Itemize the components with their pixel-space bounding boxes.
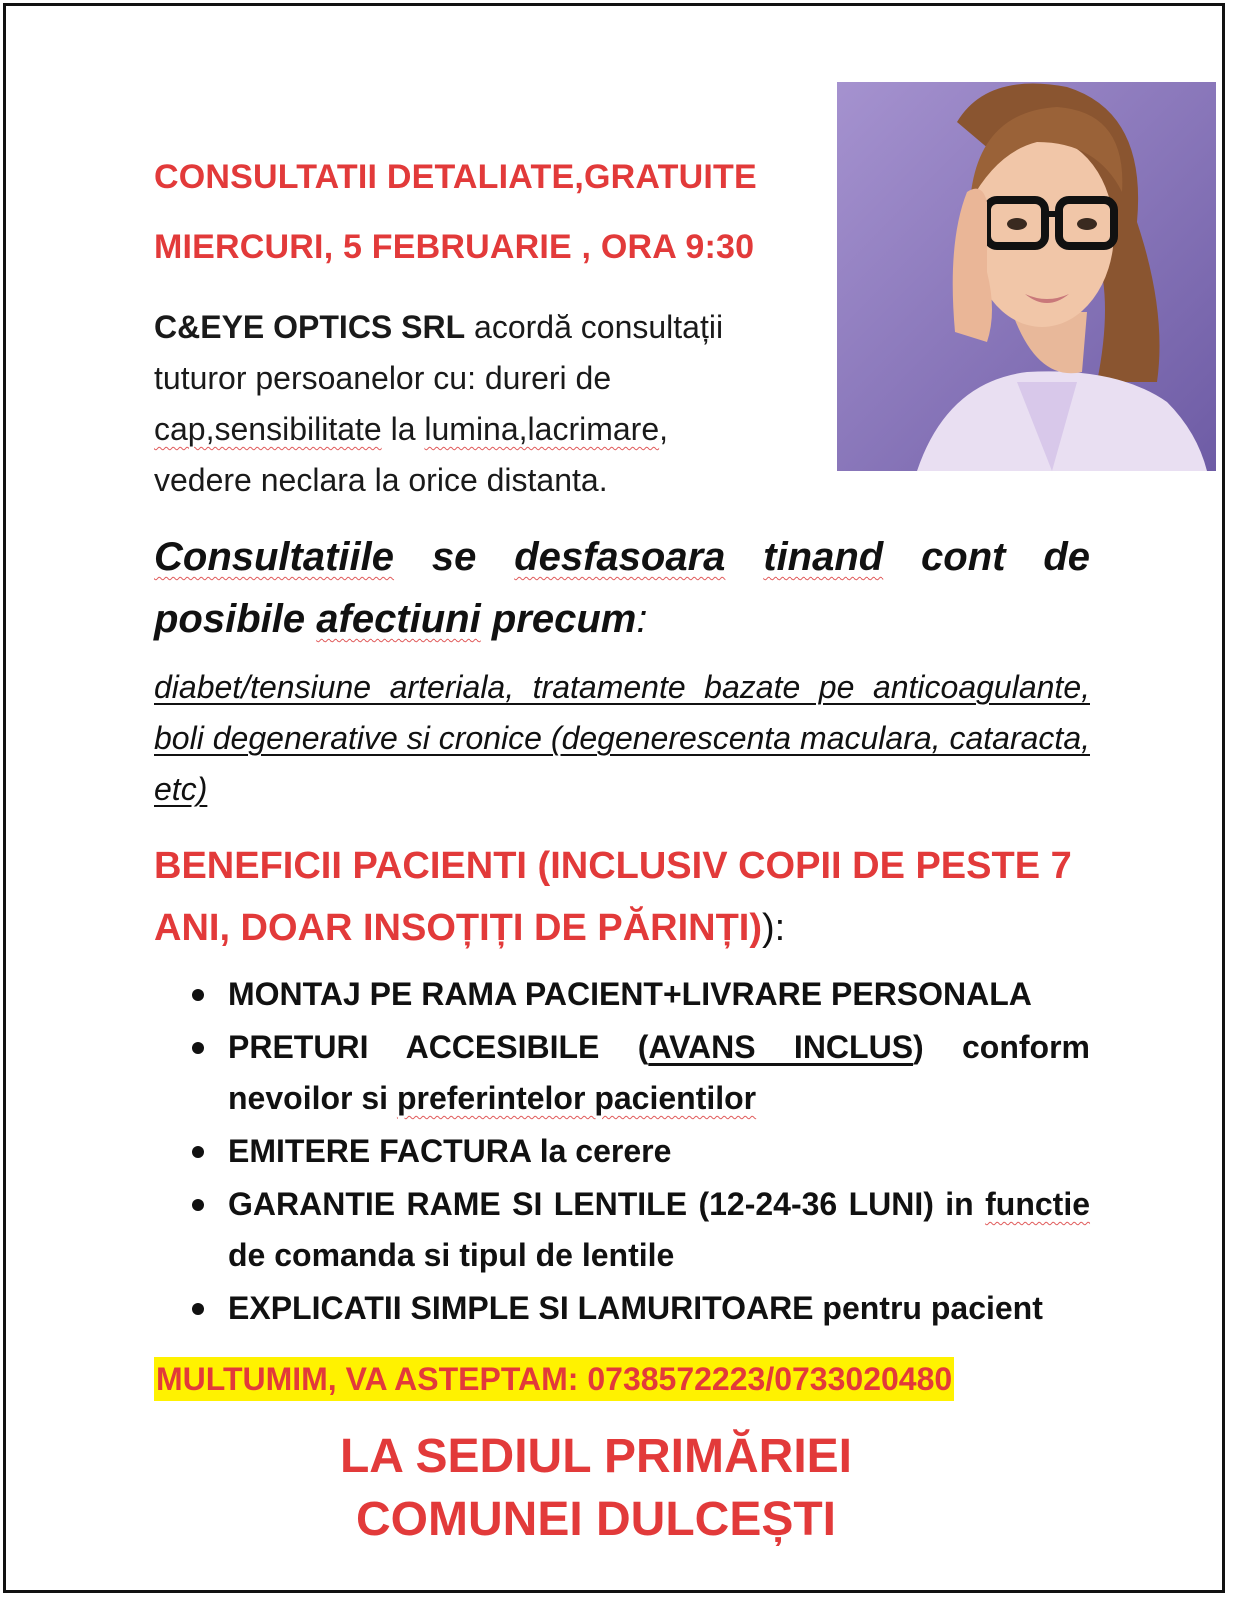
benefit-bold: PRETURI ACCESIBILE (: [228, 1029, 649, 1065]
location-line-2: COMUNEI DULCEȘTI: [356, 1493, 836, 1546]
benefit-bold: MONTAJ PE RAMA PACIENT+LIVRARE PERSONALA: [228, 976, 1032, 1012]
benefit-rest-2: de comanda si tipul de lentile: [228, 1237, 675, 1273]
benefits-title: [154, 835, 1090, 959]
benefit-rest: conform nevoilor si: [228, 1029, 1090, 1116]
benefit-bold-2: ): [913, 1029, 924, 1065]
benefit-rest: pentru pacient: [813, 1290, 1043, 1326]
bullet-dot-icon: [192, 989, 204, 1001]
consult-colon: :: [636, 597, 648, 641]
consult-word-6: cont de posibile: [154, 535, 1090, 641]
benefit-item: [192, 1022, 1090, 1124]
intro-squiggle-1: cap,sensibilitate: [154, 411, 382, 447]
thanks-contact-phones: MULTUMIM, VA ASTEPTAM: 0738572223/0733020480: [154, 1357, 954, 1401]
consult-word-7: afectiuni: [316, 597, 481, 641]
bullet-dot-icon: [192, 1042, 204, 1054]
consult-word-3: desfasoara: [514, 535, 726, 579]
bullet-dot-icon: [192, 1303, 204, 1315]
benefit-rest: in: [933, 1186, 986, 1222]
headline-date-time: MIERCURI, 5 FEBRUARIE , ORA 9:30: [154, 228, 755, 266]
intro-text-1: acordă consultații tuturor persoanelor cu: dureri de: [154, 309, 724, 396]
woman-with-glasses-photo: [837, 82, 1216, 471]
company-name: C&EYE OPTICS SRL: [154, 309, 466, 345]
benefit-rest: la cerere: [530, 1133, 672, 1169]
consult-word-4: [725, 535, 763, 579]
affections-list: diabet/tensiune arteriala, tratamente bazate pe anticoagulante, boli degenerative si cronice (degenerescenta maculara, cataracta, etc): [154, 669, 1090, 807]
intro-text-2: la: [381, 411, 425, 447]
benefit-item: [192, 1179, 1090, 1281]
benefit-item: [192, 1126, 1090, 1177]
consult-word-2: se: [394, 535, 515, 579]
benefit-item: [192, 969, 1090, 1020]
benefit-bold: GARANTIE RAME SI LENTILE (12-24-36 LUNI): [228, 1186, 934, 1222]
consult-word-8: precum: [480, 597, 637, 641]
benefit-squiggle: preferintelor pacientilor: [396, 1080, 757, 1116]
consult-word-5: tinand: [763, 535, 884, 579]
intro-squiggle-2: lumina,lacrimare: [424, 411, 660, 447]
benefits-title-suffix: ):: [762, 907, 786, 949]
consultation-context: [154, 526, 1090, 650]
benefit-item: [192, 1283, 1090, 1334]
intro-paragraph: [154, 302, 764, 506]
benefit-bold: EMITERE FACTURA: [228, 1133, 531, 1169]
benefits-title-text: BENEFICII PACIENTI (INCLUSIV COPII DE PESTE 7 ANI, DOAR INSOȚIȚI DE PĂRINȚI): [154, 845, 1072, 949]
flyer-page: [3, 3, 1225, 1593]
bullet-dot-icon: [192, 1146, 204, 1158]
benefits-list: [192, 969, 1090, 1336]
benefit-bold: EXPLICATII SIMPLE SI LAMURITOARE: [228, 1290, 814, 1326]
intro-text-3: , vedere neclara la orice distanta.: [154, 411, 668, 498]
woman-with-glasses-illustration: [837, 82, 1216, 471]
bullet-dot-icon: [192, 1199, 204, 1211]
benefit-squiggle: functie: [985, 1186, 1091, 1222]
benefit-underlined: AVANS INCLUS: [648, 1029, 914, 1065]
headline-consultations: CONSULTATII DETALIATE,GRATUITE: [154, 158, 757, 196]
location-line-1: LA SEDIUL PRIMĂRIEI: [339, 1430, 853, 1483]
consult-word-1: Consultatiile: [154, 535, 395, 579]
